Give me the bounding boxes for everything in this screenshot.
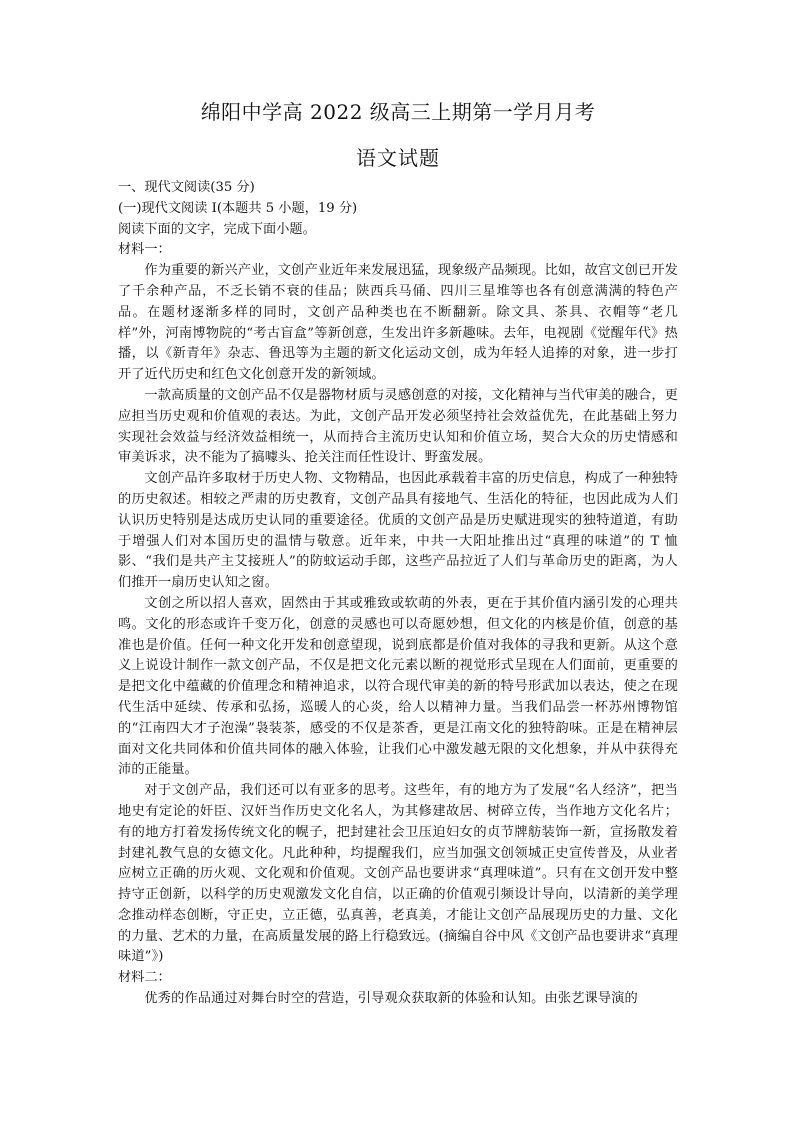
sub-heading: (一)现代文阅读 I(本题共 5 小题，19 分): [118, 200, 358, 216]
material-1-label: 材料一：: [118, 242, 171, 258]
section-heading: 一、现代文阅读(35 分): [118, 180, 255, 195]
material-2-paragraph: 优秀的作品通过对舞台时空的营造，引导观众获取新的体验和认知。由张艺课导演的: [144, 991, 638, 1007]
exam-subtitle: 语文试题: [356, 146, 440, 170]
exam-page: [118, 98, 678, 1010]
material-1-paragraph: 对于文创产品，我们还可以有亚多的思考。这些年，有的地方为了发展“名人经济”，把当地史有定论的奸臣、汉奸当作历史文化名人，为其修建故居、树碎立传，当作地方文化名片；有的地方打着发扬传统文化的幌子，把封建社会卫压迫妇女的贞节牌舫装饰一新，宣扬散发着封建礼教气息的女德文化。凡此种种，均提醒我们，应当加强文创领城正史宣传普及，从业者应树立正确的历火观、文化观和价值观。文创产品也要讲求“真理味道”。只有在文创开发中整持守正创新，以科学的历史观激发文化自信，以正确的价值观引频设计导向，以清新的美学理念推动样态创断，守正史，立正德，弘真善，老真美，才能让文创产品展现历史的力量、文化的力量、艺术的力量，在高质量发展的路上行稳致远。(摘编自谷中风《文创产品也要讲求“真理味道”》): [118, 783, 678, 965]
material-2-label: 材料二：: [118, 970, 171, 986]
exam-title: 绵阳中学高 2022 级高三上期第一学月月考: [200, 100, 596, 124]
material-1-paragraph: 作为重要的新兴产业，文创产业近年来发展迅猛，现象级产品频现。比如，故宫文创已开发了千余种产品，不乏长销不衰的佳品；陕西兵马俑、四川三星堆等也各有创意满满的特色产品。在题材逐渐多样的同时，文创产品种类也在不断翻新。除文具、茶具、衣帽等“老几样”外，河南博物院的“考古盲盒”等新创意，生发出许多新趣味。去年，电视剧《觉醒年代》热播，以《新青年》杂志、鲁迅等为主题的新文化运动文创，成为年轻人追捧的对象，进一步打开了近代历史和红色文化创意开发的新领域。: [118, 263, 678, 383]
material-1-paragraph: 一款高质量的文创产品不仅是器物材质与灵感创意的对接，文化精神与当代审美的融合，更应担当历史观和价值观的表达。为此，文创产品开发必须坚持社会效益优先，在此基础上努力实现社会效益与经济效益相统一，从而持合主流历史认知和价值立场，契合大众的历史情感和审美诉求，决不能为了搞噱头、抢关注而任性设计、野蛮发展。: [118, 387, 678, 466]
instruction: 阅读下面的文字，完成下面小题。: [118, 221, 316, 237]
material-1-paragraph: 文创产品许多取材于历史人物、文物精品，也因此承载着丰富的历史信息，构成了一种独特的历史叙述。相较之严肃的历史教育，文创产品具有接地气、生活化的特征，也因此成为人们认识历史特别是达成历史认同的重要途径。优质的文创产品是历史赋进现实的独特道道，有助于增强人们对本国历史的温情与敬意。近年来，中共一大阳址推出过“真理的味道”的 T 恤影、“我们是共产主艾接班人”的防蚊运动手郎，这些产品拉近了人们与革命历史的距离，为人们推开一扇历史认知之窗。: [118, 471, 678, 591]
material-1-paragraph: 文创之所以招人喜欢，固然由于其或雅致或软萌的外表，更在于其价值内涵引发的心理共鸣。文化的形态或许千变万化，创意的灵感也可以奇愿妙想，但文化的内核是价值，创意的基准也是价值。任何一种文化开发和创意望现，说到底都是价值对我体的寻我和更新。从这个意义上说设计制作一款文创产品，不仅是把文化元素以断的视觉形式呈现在人们面前，更重要的是把文化中蕴藏的价值理念和精神追求，以符合现代审美的新的特号形武加以表达，使之在现代生活中延续、传承和弘扬，巡暖人的心炎，给人以精神力量。当我们品尝一杯苏州博物馆的“江南四大才子泡澡”袅装茶，感受的不仅是茶香，更是江南文化的独特韵味。正是在精神层面对文化共同体和价值共同体的融入体验，让我们心中激发越无限的文化想象，并从中获得充沛的正能量。: [118, 595, 678, 778]
